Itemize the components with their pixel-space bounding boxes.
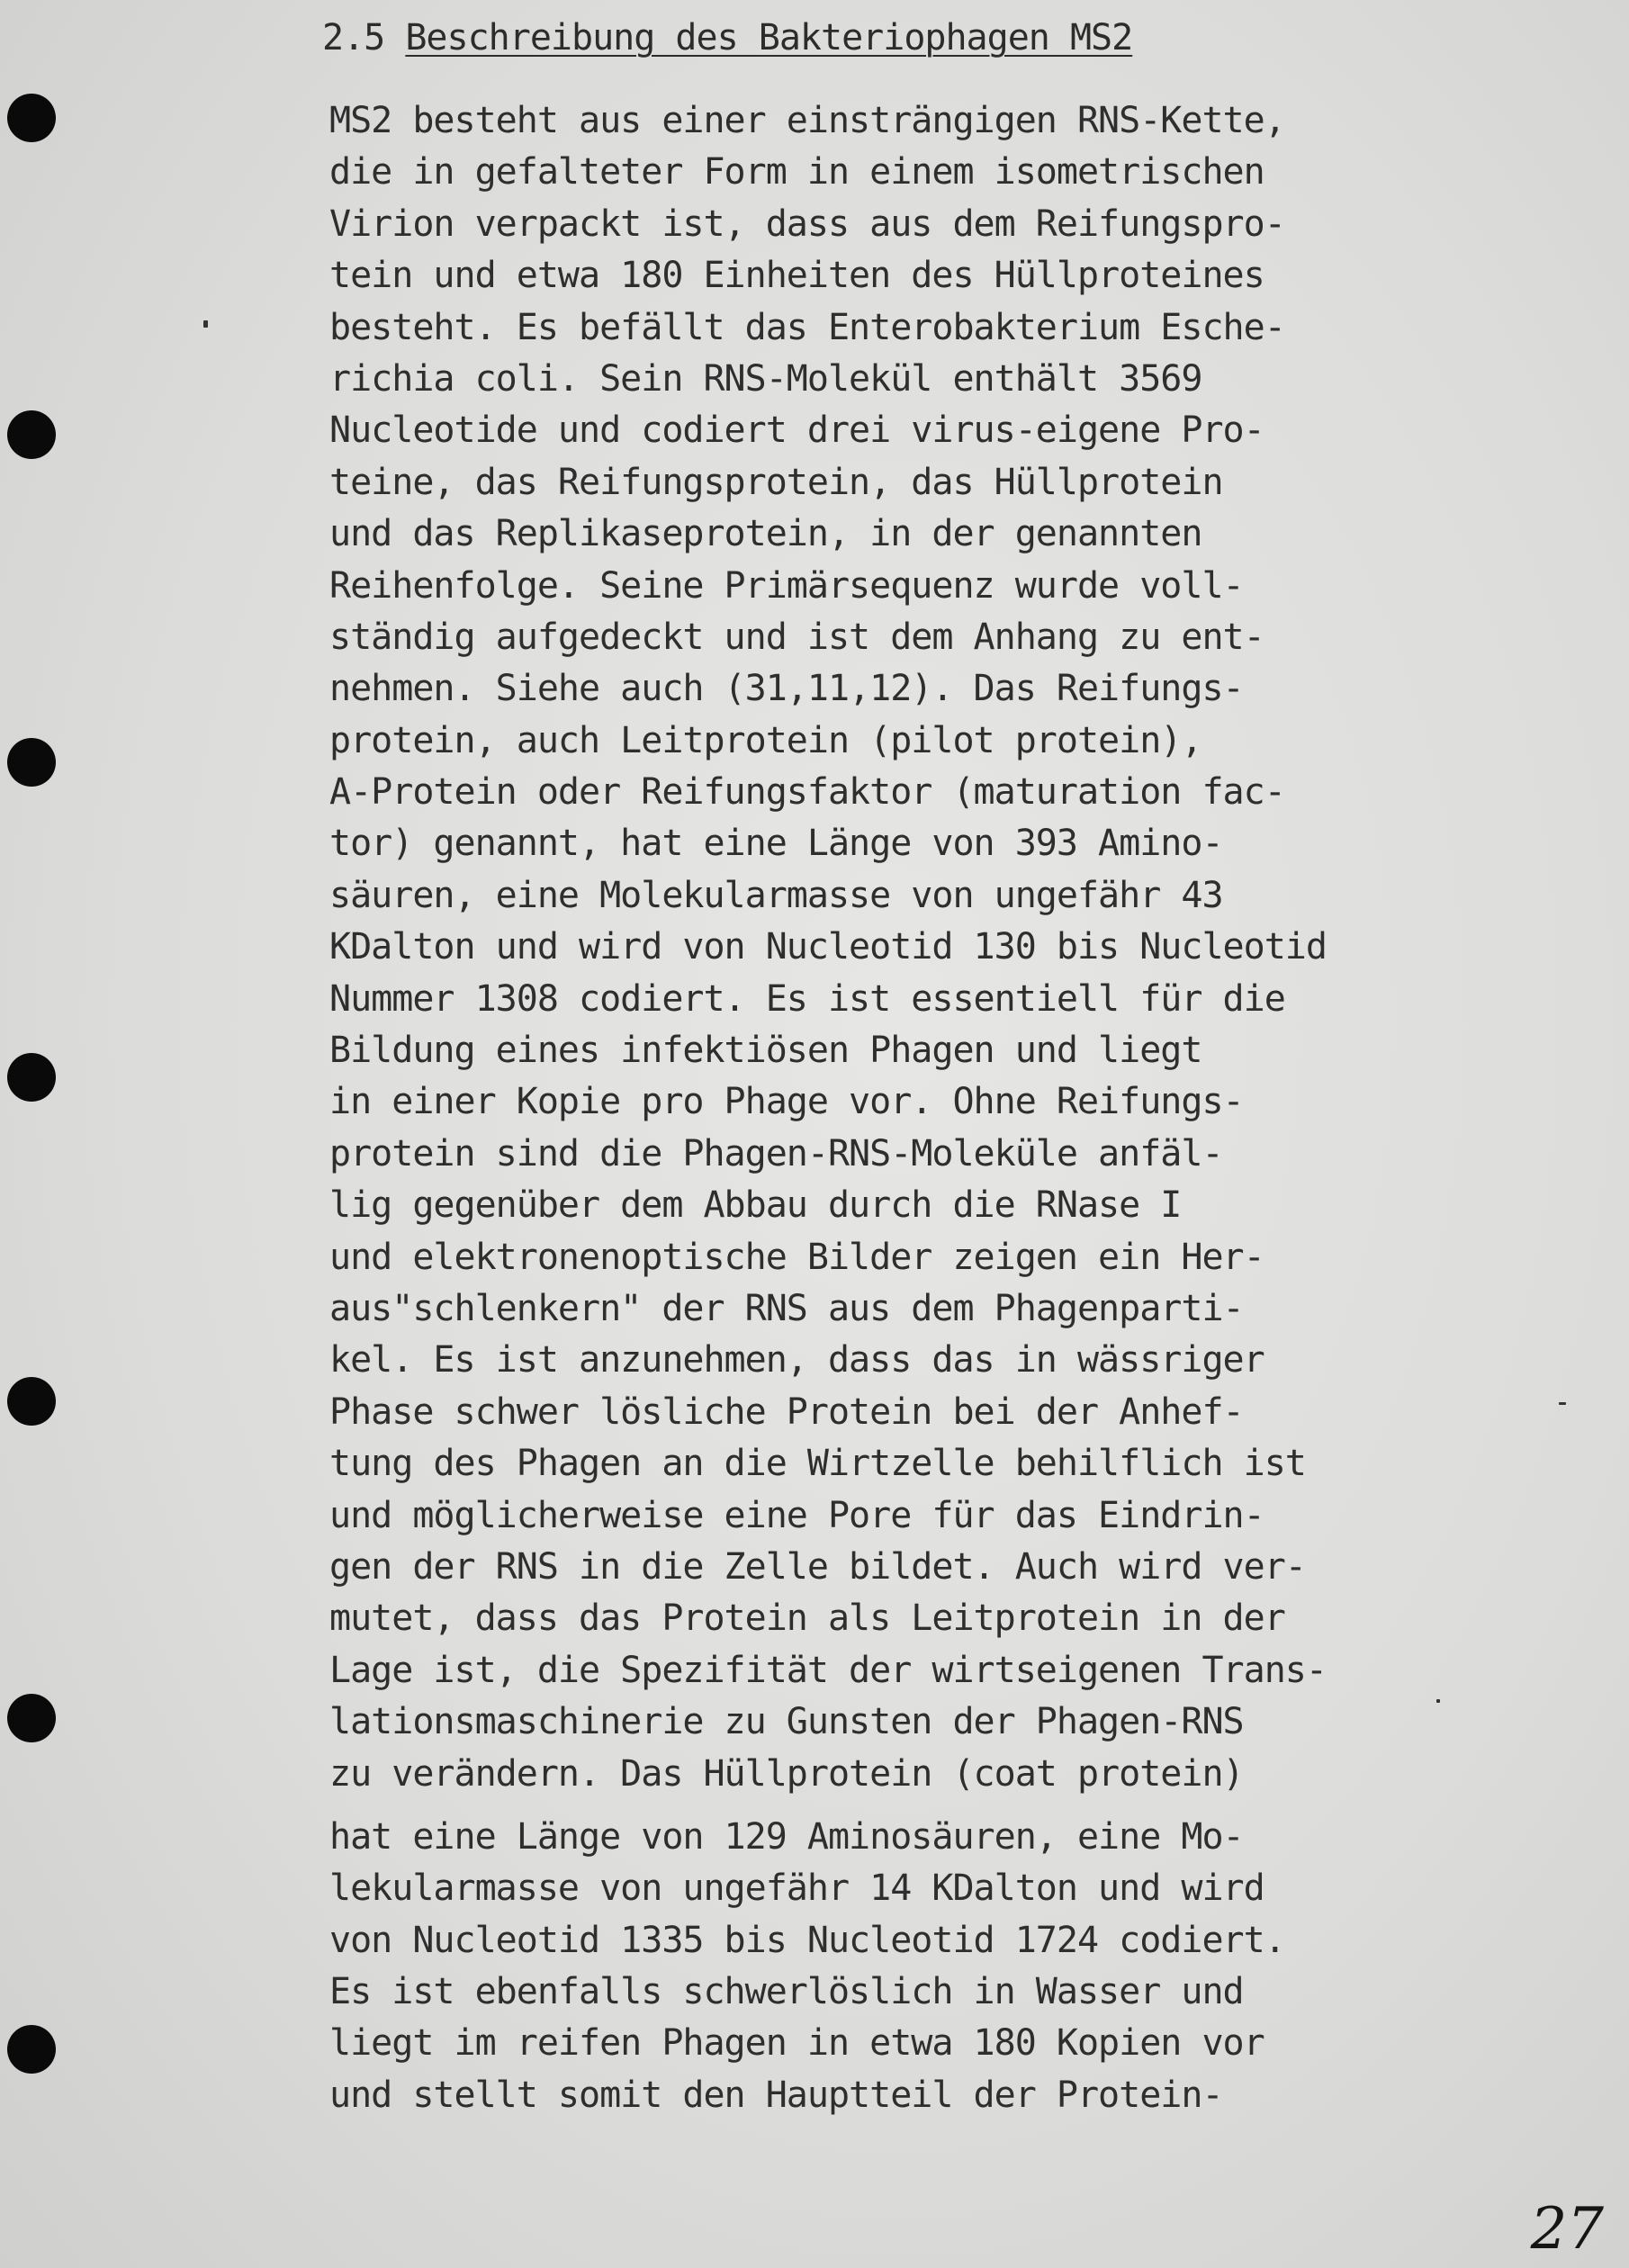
ink-speck xyxy=(1559,1402,1566,1405)
text-line: Nucleotide und codiert drei virus-eigene Pro- xyxy=(329,410,1264,452)
text-line: tung des Phagen an die Wirtzelle behilflich ist xyxy=(329,1443,1306,1485)
text-line: tein und etwa 180 Einheiten des Hüllproteines xyxy=(329,255,1264,297)
text-line: teine, das Reifungsprotein, das Hüllprotein xyxy=(329,461,1223,503)
text-line: nehmen. Siehe auch (31,11,12). Das Reifungs- xyxy=(329,668,1244,710)
text-line: mutet, dass das Protein als Leitprotein in der xyxy=(329,1598,1285,1640)
punch-hole xyxy=(7,1377,56,1426)
text-line: Phase schwer lösliche Protein bei der Anhef- xyxy=(329,1390,1244,1433)
page-number: 27 xyxy=(1530,2196,1604,2263)
text-line: besteht. Es befällt das Enterobakterium Esche- xyxy=(329,306,1285,348)
text-line: aus"schlenkern" der RNS aus dem Phagenparti- xyxy=(329,1287,1244,1329)
section-title: Beschreibung des Bakteriophagen MS2 xyxy=(405,17,1133,58)
text-line: protein sind die Phagen-RNS-Moleküle anfäl- xyxy=(329,1132,1223,1174)
section-number: 2.5 xyxy=(322,17,385,58)
text-line: und das Replikaseprotein, in der genannten xyxy=(329,513,1202,555)
text-line: und stellt somit den Hauptteil der Protein- xyxy=(329,2074,1223,2116)
ink-speck xyxy=(203,320,208,328)
text-line: Lage ist, die Spezifität der wirtseigenen Trans- xyxy=(329,1649,1327,1691)
text-line: richia coli. Sein RNS-Molekül enthält 3569 xyxy=(329,357,1202,400)
text-line: protein, auch Leitprotein (pilot protein), xyxy=(329,719,1202,761)
text-line: lationsmaschinerie zu Gunsten der Phagen-RNS xyxy=(329,1701,1244,1743)
text-line: liegt im reifen Phagen in etwa 180 Kopien vor xyxy=(329,2022,1264,2065)
text-line: und elektronenoptische Bilder zeigen ein Her- xyxy=(329,1236,1264,1278)
text-line: und möglicherweise eine Pore für das Eindrin- xyxy=(329,1494,1264,1536)
text-line: MS2 besteht aus einer einsträngigen RNS-Kette, xyxy=(329,100,1285,141)
text-line: Bildung eines infektiösen Phagen und liegt xyxy=(329,1030,1202,1072)
text-line: von Nucleotid 1335 bis Nucleotid 1724 codiert. xyxy=(329,1919,1285,1961)
punch-hole xyxy=(7,410,56,459)
punch-hole xyxy=(7,94,56,142)
text-line: lekularmasse von ungefähr 14 KDalton und wird xyxy=(329,1868,1264,1910)
text-line: Es ist ebenfalls schwerlöslich in Wasser und xyxy=(329,1971,1244,2013)
text-line: säuren, eine Molekularmasse von ungefähr 43 xyxy=(329,874,1223,916)
punch-hole xyxy=(7,738,56,787)
punch-hole xyxy=(7,1053,56,1102)
text-line: hat eine Länge von 129 Aminosäuren, eine Mo- xyxy=(329,1815,1244,1858)
typewritten-text xyxy=(329,95,1327,2121)
text-line: gen der RNS in die Zelle bildet. Auch wird ver- xyxy=(329,1545,1306,1588)
text-line: zu verändern. Das Hüllprotein (coat protein) xyxy=(329,1752,1244,1795)
text-line: in einer Kopie pro Phage vor. Ohne Reifungs- xyxy=(329,1081,1244,1123)
text-line: kel. Es ist anzunehmen, dass das in wässriger xyxy=(329,1339,1264,1382)
text-line: Virion verpackt ist, dass aus dem Reifungspro- xyxy=(329,202,1285,245)
section-heading xyxy=(322,13,1132,63)
text-line: ständig aufgedeckt und ist dem Anhang zu ent- xyxy=(329,616,1264,658)
punch-hole xyxy=(7,1694,56,1742)
text-line: KDalton und wird von Nucleotid 130 bis Nucleotid xyxy=(329,926,1327,968)
punch-hole xyxy=(7,2025,56,2074)
text-line: tor) genannt, hat eine Länge von 393 Amino- xyxy=(329,823,1223,865)
ink-speck xyxy=(1436,1699,1440,1703)
text-line: die in gefalteter Form in einem isometrischen xyxy=(329,151,1264,194)
text-line: Reihenfolge. Seine Primärsequenz wurde voll- xyxy=(329,564,1244,607)
text-line: Nummer 1308 codiert. Es ist essentiell für die xyxy=(329,977,1285,1020)
text-line: lig gegenüber dem Abbau durch die RNase I xyxy=(329,1184,1182,1227)
text-line: A-Protein oder Reifungsfaktor (maturation fac- xyxy=(329,771,1285,814)
